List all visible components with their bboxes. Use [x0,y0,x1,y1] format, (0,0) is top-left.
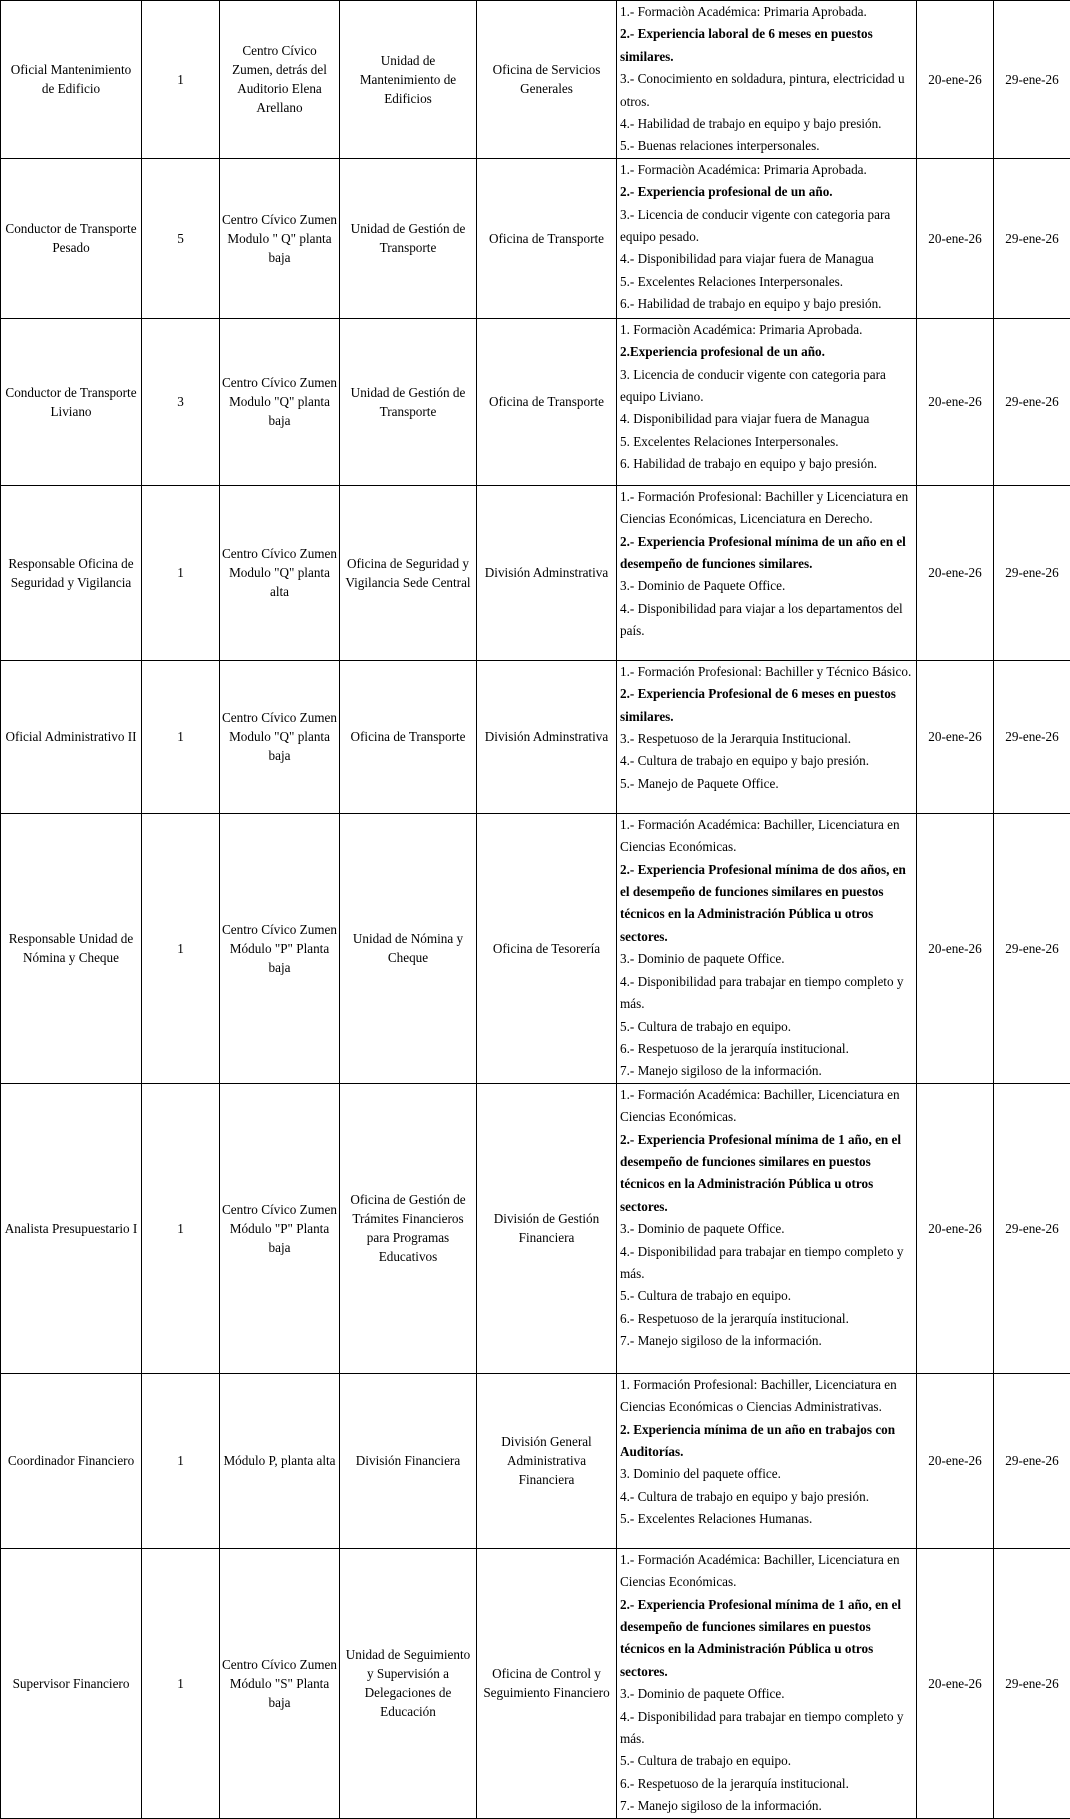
quantity-cell [142,485,220,660]
unit-text: Oficina de Seguridad y Vigilancia Sede Central [342,554,474,592]
end-date-text: 29-ene-26 [996,392,1068,411]
office-text: Oficina de Transporte [479,229,614,248]
office-text: Oficina de Servicios Generales [479,60,614,98]
location-cell [220,1548,340,1818]
requirements-cell [617,1083,917,1373]
end-date-cell [994,1,1070,159]
table-row [1,485,1070,660]
requirement-item: 4.- Cultura de trabajo en equipo y bajo presión. [620,1486,915,1508]
unit-text: Unidad de Gestión de Transporte [342,383,474,421]
requirements-cell [617,1373,917,1548]
start-date-cell [917,1373,994,1548]
unit-text: Unidad de Mantenimiento de Edificios [342,51,474,108]
requirement-item: 3. Licencia de conducir vigente con categoria para equipo Liviano. [620,364,915,409]
requirement-item: 1.- Formaciòn Académica: Primaria Aprobada. [620,1,915,23]
table-row [1,660,1070,813]
unit-cell [340,318,477,485]
location-cell [220,318,340,485]
requirement-item: 4.- Disponibilidad para trabajar en tiempo completo y más. [620,1241,915,1286]
requirements-cell [617,485,917,660]
requirement-item: 2.- Experiencia Profesional mínima de 1 año, en el desempeño de funciones similares en puestos técnicos en la Administración Pública u otros sectores. [620,1594,915,1684]
requirement-item: 4.- Disponibilidad para viajar a los departamentos del país. [620,598,915,643]
position-title-text: Conductor de Transporte Liviano [3,383,139,421]
requirement-item: 3.- Licencia de conducir vigente con categoria para equipo pesado. [620,204,915,249]
requirement-item: 5.- Manejo de Paquete Office. [620,773,915,795]
location-text: Centro Cívico Zumen Módulo "P" Planta baja [222,920,337,977]
office-cell [477,813,617,1083]
requirements-cell [617,1,917,159]
table-body [1,1,1070,1819]
start-date-cell [917,485,994,660]
office-text: Oficina de Transporte [479,392,614,411]
location-text: Centro Cívico Zumen Modulo " Q" planta baja [222,210,337,267]
quantity-text: 1 [144,1451,217,1470]
unit-cell [340,485,477,660]
unit-text: División Financiera [342,1451,474,1470]
location-text: Centro Cívico Zumen Modulo "Q" planta alta [222,544,337,601]
requirement-item: 5.- Cultura de trabajo en equipo. [620,1285,915,1307]
position-title-text: Supervisor Financiero [3,1674,139,1693]
end-date-text: 29-ene-26 [996,70,1068,89]
requirement-item: 3.- Respetuoso de la Jerarquia Institucional. [620,728,915,750]
requirement-item: 4.- Disponibilidad para viajar fuera de Managua [620,248,915,270]
requirement-item: 5.- Cultura de trabajo en equipo. [620,1750,915,1772]
end-date-text: 29-ene-26 [996,1219,1068,1238]
unit-cell [340,813,477,1083]
unit-text: Oficina de Gestión de Trámites Financieros para Programas Educativos [342,1190,474,1266]
start-date-text: 20-ene-26 [919,563,991,582]
position-title-text: Coordinador Financiero [3,1451,139,1470]
requirement-item: 5. Excelentes Relaciones Interpersonales. [620,431,915,453]
requirement-item: 7.- Manejo sigiloso de la información. [620,1795,915,1817]
start-date-cell [917,1083,994,1373]
office-cell [477,1373,617,1548]
start-date-text: 20-ene-26 [919,229,991,248]
requirement-item: 3. Dominio del paquete office. [620,1463,915,1485]
unit-cell [340,1,477,159]
requirement-item: 2.- Experiencia laboral de 6 meses en puestos similares. [620,23,915,68]
requirement-item: 7.- Manejo sigiloso de la información. [620,1060,915,1082]
requirement-item: 2.- Experiencia Profesional de 6 meses en puestos similares. [620,683,915,728]
requirement-item: 4.- Disponibilidad para trabajar en tiempo completo y más. [620,971,915,1016]
table-row [1,318,1070,485]
requirements-cell [617,660,917,813]
start-date-cell [917,660,994,813]
position-title-text: Conductor de Transporte Pesado [3,219,139,257]
location-cell [220,158,340,318]
location-cell [220,485,340,660]
requirement-item: 2.- Experiencia Profesional mínima de 1 año, en el desempeño de funciones similares en puestos técnicos en la Administración Pública u otros sectores. [620,1129,915,1219]
office-cell [477,318,617,485]
start-date-cell [917,1,994,159]
unit-cell [340,158,477,318]
requirement-item: 3.- Dominio de paquete Office. [620,1218,915,1240]
end-date-cell [994,1083,1070,1373]
office-text: Oficina de Control y Seguimiento Financiero [479,1664,614,1702]
start-date-text: 20-ene-26 [919,727,991,746]
quantity-cell [142,1083,220,1373]
unit-cell [340,1548,477,1818]
table-row [1,158,1070,318]
position-title-text: Responsable Unidad de Nómina y Cheque [3,929,139,967]
requirement-item: 4.- Cultura de trabajo en equipo y bajo presión. [620,750,915,772]
requirement-item: 6.- Respetuoso de la jerarquía institucional. [620,1773,915,1795]
start-date-cell [917,1548,994,1818]
unit-cell [340,1373,477,1548]
quantity-cell [142,1548,220,1818]
location-text: Centro Cívico Zumen Módulo "S" Planta baja [222,1655,337,1712]
table-row [1,1083,1070,1373]
requirements-cell [617,158,917,318]
start-date-cell [917,813,994,1083]
requirement-item: 1.- Formación Académica: Bachiller, Licenciatura en Ciencias Económicas. [620,1084,915,1129]
quantity-text: 3 [144,392,217,411]
position-title-cell [1,485,142,660]
end-date-cell [994,1548,1070,1818]
requirement-item: 1. Formaciòn Académica: Primaria Aprobada. [620,319,915,341]
end-date-text: 29-ene-26 [996,939,1068,958]
office-cell [477,158,617,318]
office-cell [477,485,617,660]
quantity-text: 1 [144,1219,217,1238]
position-title-text: Oficial Administrativo II [3,727,139,746]
end-date-cell [994,660,1070,813]
requirement-item: 6.- Respetuoso de la jerarquía institucional. [620,1308,915,1330]
position-title-cell [1,813,142,1083]
requirement-item: 4. Disponibilidad para viajar fuera de Managua [620,408,915,430]
quantity-text: 1 [144,70,217,89]
quantity-cell [142,1,220,159]
requirement-item: 3.- Dominio de Paquete Office. [620,575,915,597]
unit-text: Oficina de Transporte [342,727,474,746]
unit-cell [340,660,477,813]
end-date-cell [994,813,1070,1083]
requirement-item: 1.- Formación Profesional: Bachiller y Técnico Básico. [620,661,915,683]
requirement-item: 2. Experiencia mínima de un año en trabajos con Auditorías. [620,1419,915,1464]
requirement-item: 5.- Excelentes Relaciones Interpersonales. [620,271,915,293]
office-text: División de Gestión Financiera [479,1209,614,1247]
requirement-item: 4.- Disponibilidad para trabajar en tiempo completo y más. [620,1706,915,1751]
requirement-item: 3.- Conocimiento en soldadura, pintura, electricidad u otros. [620,68,915,113]
location-cell [220,813,340,1083]
quantity-text: 1 [144,939,217,958]
requirements-cell [617,1548,917,1818]
requirement-item: 2.- Experiencia Profesional mínima de un año en el desempeño de funciones similares. [620,531,915,576]
requirement-item: 6.- Habilidad de trabajo en equipo y bajo presión. [620,293,915,315]
position-title-cell [1,1548,142,1818]
quantity-cell [142,813,220,1083]
quantity-cell [142,158,220,318]
end-date-cell [994,318,1070,485]
office-cell [477,1,617,159]
table-row [1,1548,1070,1818]
unit-text: Unidad de Gestión de Transporte [342,219,474,257]
office-text: División General Administrativa Financiera [479,1432,614,1489]
requirement-item: 6.- Respetuoso de la jerarquía institucional. [620,1038,915,1060]
office-text: División Adminstrativa [479,727,614,746]
office-text: Oficina de Tesorería [479,939,614,958]
end-date-cell [994,485,1070,660]
requirements-cell [617,318,917,485]
requirement-item: 3.- Dominio de paquete Office. [620,948,915,970]
start-date-text: 20-ene-26 [919,939,991,958]
office-cell [477,1548,617,1818]
unit-cell [340,1083,477,1373]
start-date-text: 20-ene-26 [919,1451,991,1470]
requirement-item: 2.- Experiencia Profesional mínima de dos años, en el desempeño de funciones similares en puestos técnicos en la Administración Pública u otros sectores. [620,859,915,949]
position-title-cell [1,158,142,318]
office-text: División Adminstrativa [479,563,614,582]
unit-text: Unidad de Seguimiento y Supervisión a Delegaciones de Educación [342,1645,474,1721]
quantity-text: 1 [144,563,217,582]
requirement-item: 4.- Habilidad de trabajo en equipo y bajo presión. [620,113,915,135]
location-cell [220,1373,340,1548]
location-text: Centro Cívico Zumen Módulo "P" Planta baja [222,1200,337,1257]
requirement-item: 5.- Excelentes Relaciones Humanas. [620,1508,915,1530]
requirement-item: 2.Experiencia profesional de un año. [620,341,915,363]
location-text: Módulo P, planta alta [222,1451,337,1470]
start-date-text: 20-ene-26 [919,70,991,89]
table-row [1,1373,1070,1548]
requirement-item: 6. Habilidad de trabajo en equipo y bajo presión. [620,453,915,475]
quantity-cell [142,1373,220,1548]
end-date-text: 29-ene-26 [996,727,1068,746]
position-title-cell [1,1373,142,1548]
requirement-item: 1.- Formación Académica: Bachiller, Licenciatura en Ciencias Económicas. [620,814,915,859]
location-text: Centro Cívico Zumen Modulo "Q" planta baja [222,373,337,430]
start-date-cell [917,158,994,318]
quantity-text: 1 [144,727,217,746]
quantity-text: 5 [144,229,217,248]
office-cell [477,1083,617,1373]
end-date-cell [994,158,1070,318]
location-cell [220,660,340,813]
position-title-text: Oficial Mantenimiento de Edificio [3,60,139,98]
end-date-cell [994,1373,1070,1548]
requirement-item: 5.- Buenas relaciones interpersonales. [620,135,915,157]
location-cell [220,1083,340,1373]
requirement-item: 1.- Formación Académica: Bachiller, Licenciatura en Ciencias Económicas. [620,1549,915,1594]
table-row [1,813,1070,1083]
start-date-text: 20-ene-26 [919,1219,991,1238]
position-title-cell [1,660,142,813]
position-title-cell [1,318,142,485]
requirement-item: 1.- Formación Profesional: Bachiller y Licenciatura en Ciencias Económicas, Licenciatura en Derecho. [620,486,915,531]
end-date-text: 29-ene-26 [996,1674,1068,1693]
requirement-item: 5.- Cultura de trabajo en equipo. [620,1016,915,1038]
table-row [1,1,1070,159]
location-text: Centro Cívico Zumen, detrás del Auditorio Elena Arellano [222,41,337,117]
location-text: Centro Cívico Zumen Modulo "Q" planta baja [222,708,337,765]
requirement-item: 1. Formación Profesional: Bachiller, Licenciatura en Ciencias Económicas o Ciencias Administrativas. [620,1374,915,1419]
start-date-text: 20-ene-26 [919,1674,991,1693]
position-title-text: Analista Presupuestario I [3,1219,139,1238]
requirements-cell [617,813,917,1083]
end-date-text: 29-ene-26 [996,1451,1068,1470]
quantity-cell [142,660,220,813]
position-title-cell [1,1083,142,1373]
office-cell [477,660,617,813]
end-date-text: 29-ene-26 [996,563,1068,582]
quantity-cell [142,318,220,485]
requirement-item: 7.- Manejo sigiloso de la información. [620,1330,915,1352]
start-date-text: 20-ene-26 [919,392,991,411]
end-date-text: 29-ene-26 [996,229,1068,248]
start-date-cell [917,318,994,485]
requirement-item: 3.- Dominio de paquete Office. [620,1683,915,1705]
position-title-text: Responsable Oficina de Seguridad y Vigilancia [3,554,139,592]
position-title-cell [1,1,142,159]
unit-text: Unidad de Nómina y Cheque [342,929,474,967]
location-cell [220,1,340,159]
requirement-item: 2.- Experiencia profesional de un año. [620,181,915,203]
requirement-item: 1.- Formaciòn Académica: Primaria Aprobada. [620,159,915,181]
quantity-text: 1 [144,1674,217,1693]
